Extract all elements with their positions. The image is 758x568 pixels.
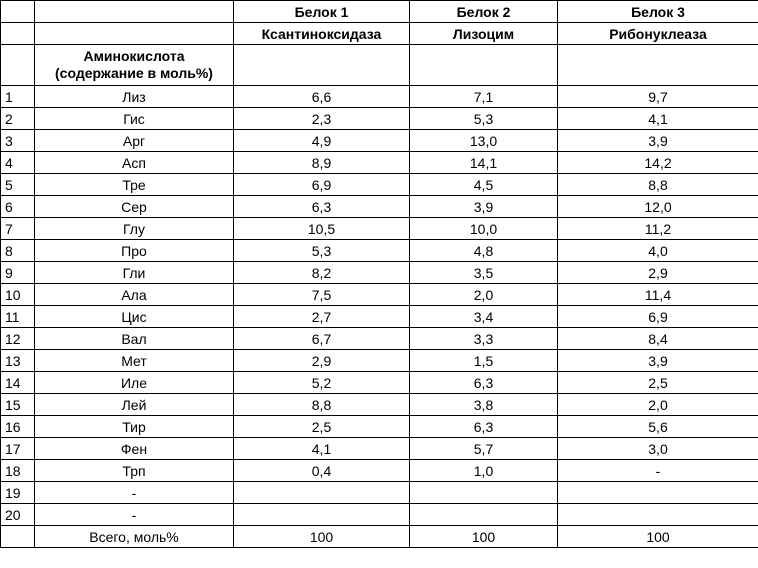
protein-2-value: 6,3 [410,416,558,438]
protein-2-value: 3,5 [410,262,558,284]
protein-2-value: 3,9 [410,196,558,218]
protein-3-value: 4,0 [558,240,758,262]
protein-1-value: 2,9 [234,350,410,372]
protein-3-value: 3,0 [558,438,758,460]
aa-label-line2: (содержание в моль%) [55,65,213,81]
protein-3-value [558,504,758,526]
empty-cell [410,45,558,86]
empty-cell [234,45,410,86]
table-row [1,196,758,218]
empty-cell [35,23,234,45]
table-row [1,284,758,306]
empty-cell [1,45,35,86]
protein-3-value: 6,9 [558,306,758,328]
amino-acid-column-header [35,45,234,86]
protein-2-value: 10,0 [410,218,558,240]
protein-1-value [234,482,410,504]
amino-acid-name: Арг [35,130,234,152]
protein-3-value: 8,4 [558,328,758,350]
protein-2-value: 6,3 [410,372,558,394]
protein-2-value: 3,3 [410,328,558,350]
protein-3-value [558,482,758,504]
protein-3-value: 2,0 [558,394,758,416]
protein-1-value: 2,7 [234,306,410,328]
protein-2-value: 3,8 [410,394,558,416]
protein-1-value: 5,3 [234,240,410,262]
table-row [1,262,758,284]
protein-3-value: 11,4 [558,284,758,306]
table-row [1,460,758,482]
protein-2-value [410,482,558,504]
protein-2-value: 1,5 [410,350,558,372]
protein-2-value: 13,0 [410,130,558,152]
empty-cell [1,23,35,45]
amino-acid-name: Трп [35,460,234,482]
amino-acid-name: Про [35,240,234,262]
amino-acid-name: - [35,504,234,526]
amino-acid-name: - [35,482,234,504]
protein-1-value: 6,7 [234,328,410,350]
protein-2-value: 4,5 [410,174,558,196]
row-number: 19 [1,482,35,504]
row-number: 14 [1,372,35,394]
header-row-amino-acid [1,45,758,86]
protein-2-value: 1,0 [410,460,558,482]
amino-acid-name: Асп [35,152,234,174]
amino-acid-name: Лей [35,394,234,416]
protein-3-value: 2,5 [558,372,758,394]
amino-acid-name: Лиз [35,86,234,108]
protein-1-total: 100 [234,526,410,548]
total-row [1,526,758,548]
empty-cell [1,1,35,23]
protein-2-total: 100 [410,526,558,548]
protein-3-header: Белок 3 [558,1,758,23]
protein-2-value: 2,0 [410,284,558,306]
protein-2-header: Белок 2 [410,1,558,23]
protein-3-value: 5,6 [558,416,758,438]
row-number: 10 [1,284,35,306]
table-row [1,130,758,152]
protein-3-total: 100 [558,526,758,548]
protein-1-name: Ксантиноксидаза [234,23,410,45]
amino-acid-name: Фен [35,438,234,460]
protein-1-value: 6,6 [234,86,410,108]
row-number: 7 [1,218,35,240]
table-row [1,306,758,328]
table-row [1,174,758,196]
row-number: 3 [1,130,35,152]
row-number: 13 [1,350,35,372]
protein-1-value: 2,3 [234,108,410,130]
protein-1-value: 8,9 [234,152,410,174]
protein-1-value: 0,4 [234,460,410,482]
table-row [1,394,758,416]
protein-1-value: 10,5 [234,218,410,240]
amino-acid-name: Тир [35,416,234,438]
header-row-protein-names [1,23,758,45]
table-row [1,240,758,262]
row-number: 12 [1,328,35,350]
table-row [1,438,758,460]
protein-3-value: 12,0 [558,196,758,218]
table-row [1,416,758,438]
amino-acid-name: Вал [35,328,234,350]
table-row [1,504,758,526]
protein-1-value: 4,9 [234,130,410,152]
amino-acid-name: Гис [35,108,234,130]
row-number: 8 [1,240,35,262]
protein-2-value [410,504,558,526]
total-label: Всего, моль% [35,526,234,548]
row-number: 17 [1,438,35,460]
protein-3-value: 11,2 [558,218,758,240]
amino-acid-name: Тре [35,174,234,196]
protein-2-value: 5,7 [410,438,558,460]
row-number: 11 [1,306,35,328]
row-number: 18 [1,460,35,482]
protein-3-value: 3,9 [558,130,758,152]
protein-1-value: 4,1 [234,438,410,460]
aa-label-line1: Аминокислота [83,48,185,64]
protein-3-value: 4,1 [558,108,758,130]
amino-acid-name: Мет [35,350,234,372]
protein-3-value: 9,7 [558,86,758,108]
protein-2-name: Лизоцим [410,23,558,45]
empty-cell [1,526,35,548]
protein-3-value: - [558,460,758,482]
amino-acid-name: Ала [35,284,234,306]
protein-1-header: Белок 1 [234,1,410,23]
protein-3-name: Рибонуклеаза [558,23,758,45]
row-number: 4 [1,152,35,174]
table-row [1,152,758,174]
amino-acid-name: Цис [35,306,234,328]
protein-1-value [234,504,410,526]
protein-1-value: 7,5 [234,284,410,306]
row-number: 1 [1,86,35,108]
empty-cell [35,1,234,23]
protein-3-value: 3,9 [558,350,758,372]
row-number: 5 [1,174,35,196]
row-number: 9 [1,262,35,284]
table-row [1,482,758,504]
protein-1-value: 5,2 [234,372,410,394]
amino-acid-name: Глу [35,218,234,240]
protein-1-value: 8,8 [234,394,410,416]
protein-2-value: 5,3 [410,108,558,130]
amino-acid-name: Гли [35,262,234,284]
table-row [1,86,758,108]
protein-1-value: 2,5 [234,416,410,438]
table-row [1,218,758,240]
protein-2-value: 7,1 [410,86,558,108]
empty-cell [558,45,758,86]
protein-1-value: 6,3 [234,196,410,218]
row-number: 16 [1,416,35,438]
protein-3-value: 2,9 [558,262,758,284]
protein-2-value: 4,8 [410,240,558,262]
amino-acid-name: Иле [35,372,234,394]
row-number: 20 [1,504,35,526]
protein-2-value: 3,4 [410,306,558,328]
amino-acid-name: Сер [35,196,234,218]
row-number: 6 [1,196,35,218]
row-number: 15 [1,394,35,416]
table-row [1,350,758,372]
protein-2-value: 14,1 [410,152,558,174]
protein-3-value: 14,2 [558,152,758,174]
protein-1-value: 6,9 [234,174,410,196]
table-row [1,372,758,394]
table-row [1,108,758,130]
row-number: 2 [1,108,35,130]
header-row-proteins [1,1,758,23]
protein-1-value: 8,2 [234,262,410,284]
table-row [1,328,758,350]
protein-3-value: 8,8 [558,174,758,196]
